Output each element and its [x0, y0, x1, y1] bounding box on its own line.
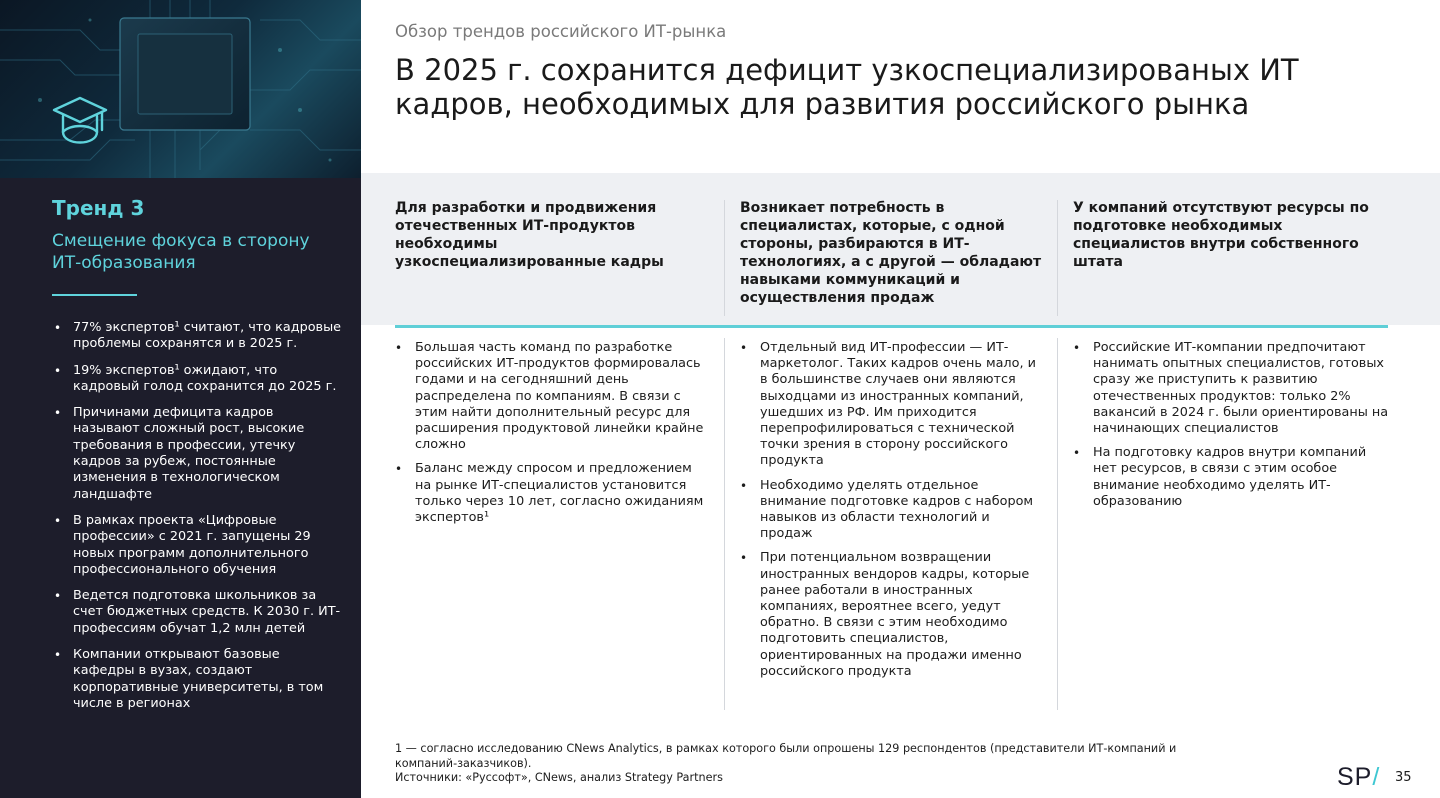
list-item: • 77% экспертов¹ считают, что кадровые проблемы сохранятся и в 2025 г. [52, 320, 344, 353]
list-item: • Необходимо уделять отдельное внимание подготовке кадров с набором навыков из области технологий и продаж [740, 478, 1046, 543]
list-item: • 19% экспертов¹ ожидают, что кадровый голод сохранится до 2025 г. [52, 363, 344, 396]
column-body-1 [395, 340, 707, 534]
header-rule [395, 325, 1388, 328]
column-body-3 [1073, 340, 1391, 518]
trend-divider [52, 294, 137, 296]
list-item: • Отдельный вид ИТ-профессии — ИТ-маркетолог. Таких кадров очень мало, и в большинстве случаев они являются выходцами из иностранных компаний, ушедших из РФ. Им приходится перепрофилироваться с технической точки зрения в сторону российского продукта [740, 340, 1046, 470]
footnote: 1 — согласно исследованию CNews Analytics, в рамках которого были опрошены 129 респондентов (представители ИТ-компаний и компаний-заказчиков). [395, 742, 1177, 770]
list-item: • Ведется подготовка школьников за счет бюджетных средств. К 2030 г. ИТ-профессиям обучат 1,2 млн детей [52, 588, 344, 637]
column-heading-3: У компаний отсутствуют ресурсы по подготовке необходимых специалистов внутри собственного штата [1073, 200, 1369, 270]
list-item: • Баланс между спросом и предложением на рынке ИТ-специалистов установится только через 10 лет, согласно ожиданиям экспертов¹ [395, 461, 707, 526]
sidebar [0, 0, 361, 798]
graduation-cap-icon [50, 94, 110, 156]
list-item: • Российские ИТ-компании предпочитают нанимать опытных специалистов, готовых сразу же приступить к развитию отечественных продуктов: только 2% вакансий в 2024 г. были ориентированы на начинающих специалистов [1073, 340, 1391, 437]
list-item: • При потенциальном возвращении иностранных вендоров кадры, которые ранее работали в иностранных компаниях, вероятнее всего, уедут обратно. В связи с этим необходимо подготовить специалистов, ориентированных на продажи именно российского продукта [740, 550, 1046, 680]
sidebar-bullet-list [52, 320, 344, 722]
page-number: 35 [1395, 770, 1412, 785]
column-divider [1057, 200, 1058, 316]
breadcrumb: Обзор трендов российского ИТ-рынка [395, 22, 727, 41]
column-heading-2: Возникает потребность в специалистах, которые, с одной стороны, разбираются в ИТ-технологиях, а с другой — обладают навыками коммуникаций и осуществления продаж [740, 200, 1042, 306]
column-divider [724, 200, 725, 316]
list-item: • Компании открывают базовые кафедры в вузах, создают корпоративные университеты, в том числе в регионах [52, 647, 344, 712]
trend-subtitle: Смещение фокуса в сторону ИТ-образования [52, 231, 310, 273]
hero-image [0, 0, 361, 178]
strategy-partners-logo [1337, 763, 1380, 791]
logo-text: SP [1337, 763, 1373, 791]
list-item: • Большая часть команд по разработке российских ИТ-продуктов формировалась годами и на сегодняшний день распределена по компаниям. В связи с этим найти дополнительный ресурс для расширения продуктовой линейки крайне сложно [395, 340, 707, 453]
column-divider [1057, 338, 1058, 710]
list-item: • Причинами дефицита кадров называют сложный рост, высокие требования в профессии, утечку кадров за рубеж, постоянные изменения в технологическом ландшафте [52, 405, 344, 503]
column-divider [724, 338, 725, 710]
column-heading-1: Для разработки и продвижения отечественных ИТ-продуктов необходимы узкоспециализированные кадры [395, 200, 664, 270]
list-item: • На подготовку кадров внутри компаний нет ресурсов, в связи с этим особое внимание необходимо уделять ИТ-образованию [1073, 445, 1391, 510]
column-body-2 [740, 340, 1046, 688]
sources: Источники: «Руссофт», CNews, анализ Strategy Partners [395, 771, 723, 784]
trend-label: Тренд 3 [52, 196, 145, 220]
logo-slash: / [1372, 763, 1381, 791]
list-item: • В рамках проекта «Цифровые профессии» с 2021 г. запущены 29 новых программ дополнительного профессионального обучения [52, 513, 344, 578]
page-title: В 2025 г. сохранится дефицит узкоспециализированых ИТ кадров, необходимых для развития российского рынка [395, 53, 1299, 121]
